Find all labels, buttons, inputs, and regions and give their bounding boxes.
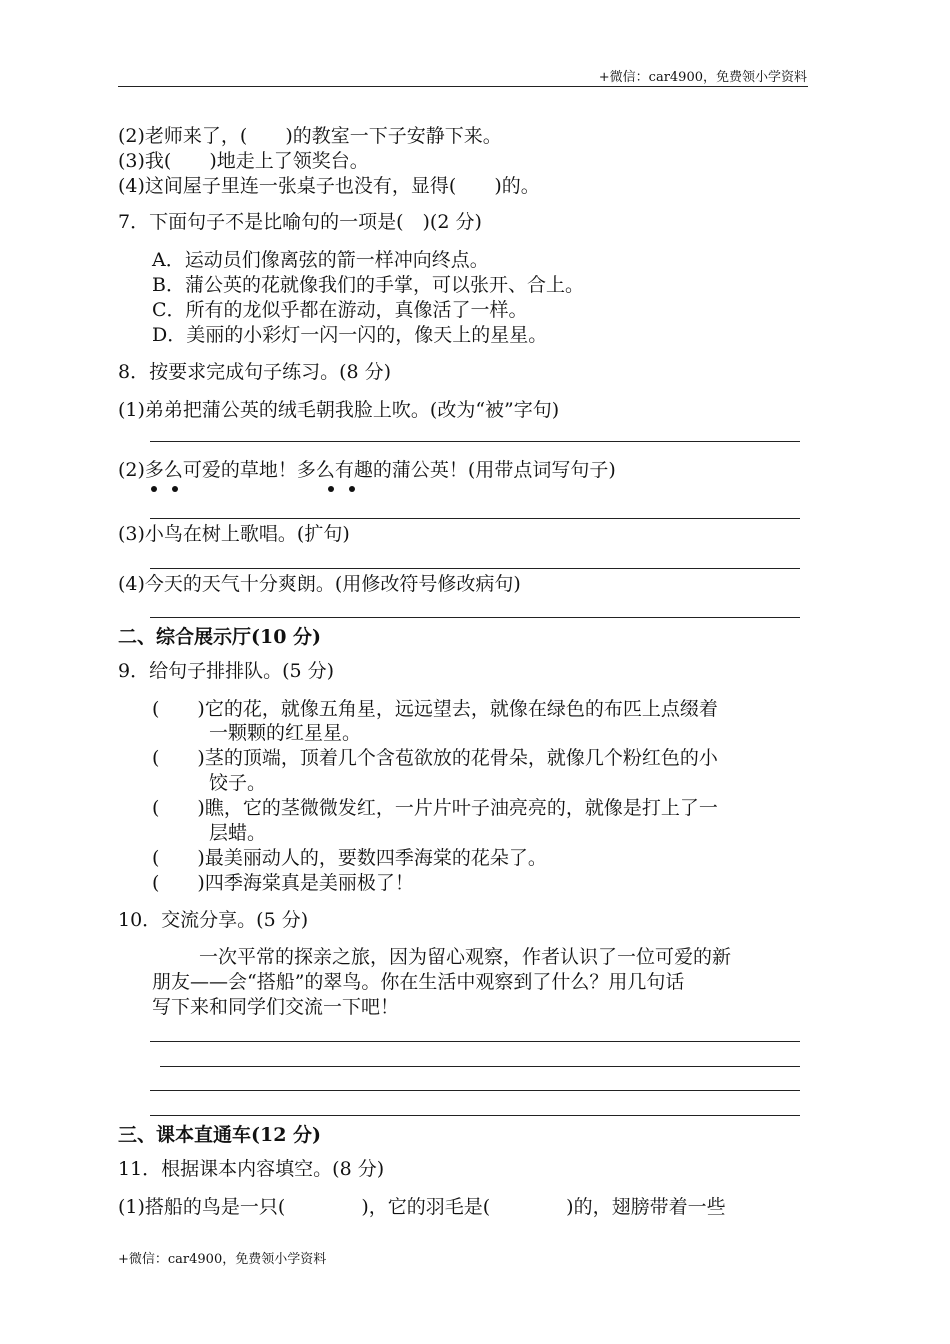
q10-answer-line-3[interactable] — [150, 1090, 800, 1091]
q9-item-3: ( )瞧，它的茎微微发红，一片片叶子油亮亮的，就像是打上了一 — [152, 797, 718, 819]
q7-option-a: A．运动员们像离弦的箭一样冲向终点。 — [152, 249, 489, 271]
q10-answer-line-1[interactable] — [150, 1041, 800, 1042]
q6-item-4: (4)这间屋子里连一张桌子也没有，显得( )的。 — [118, 175, 540, 197]
q10-title: 10．交流分享。(5 分) — [118, 909, 309, 931]
q9-item-5: ( )四季海棠真是美丽极了！ — [152, 872, 414, 894]
q8-answer-line-1[interactable] — [150, 441, 800, 442]
section-2-title: 二、综合展示厅(10 分) — [118, 626, 322, 648]
section-3-title: 三、课本直通车(12 分) — [118, 1124, 322, 1146]
q8-item-3: (3)小鸟在树上歌唱。(扩句) — [118, 523, 350, 545]
q6-item-2: (2)老师来了，( )的教室一下子安静下来。 — [118, 125, 502, 147]
q9-item-2-cont: 饺子。 — [209, 772, 267, 794]
q8-answer-line-2[interactable] — [150, 518, 800, 519]
q10-text-line-3: 写下来和同学们交流一下吧！ — [152, 996, 400, 1018]
q8-item-2: (2)多么可爱的草地！多么有趣的蒲公英！(用带点词写句子) — [118, 459, 616, 481]
q8-answer-line-3[interactable] — [150, 568, 800, 569]
q10-answer-line-4[interactable] — [150, 1115, 800, 1116]
q8-item-1: (1)弟弟把蒲公英的绒毛朝我脸上吹。(改为“被”字句) — [118, 399, 560, 421]
q11-title: 11．根据课本内容填空。(8 分) — [118, 1158, 385, 1180]
q9-item-2: ( )茎的顶端，顶着几个含苞欲放的花骨朵，就像几个粉红色的小 — [152, 747, 718, 769]
q10-text-line-2: 朋友——会“搭船”的翠鸟。你在生活中观察到了什么？用几句话 — [152, 971, 685, 993]
q8-answer-line-4[interactable] — [150, 617, 800, 618]
q10-answer-line-2[interactable] — [160, 1066, 800, 1067]
header-note: +微信：car4900，免费领小学资料 — [598, 70, 807, 85]
q9-item-4: ( )最美丽动人的，要数四季海棠的花朵了。 — [152, 847, 547, 869]
q7-option-b: B．蒲公英的花就像我们的手掌，可以张开、合上。 — [152, 274, 584, 296]
q7-option-c: C．所有的龙似乎都在游动，真像活了一样。 — [152, 299, 528, 321]
q6-item-3: (3)我( )地走上了领奖台。 — [118, 150, 369, 172]
q7-option-d: D．美丽的小彩灯一闪一闪的，像天上的星星。 — [152, 324, 548, 346]
q10-text-line-1: 一次平常的探亲之旅，因为留心观察，作者认识了一位可爱的新 — [199, 946, 732, 968]
q8-title: 8．按要求完成句子练习。(8 分) — [118, 361, 392, 383]
q8-item-4: (4)今天的天气十分爽朗。(用修改符号修改病句) — [118, 573, 521, 595]
q9-item-1: ( )它的花，就像五角星，远远望去，就像在绿色的布匹上点缀着 — [152, 698, 718, 720]
q9-title: 9．给句子排排队。(5 分) — [118, 660, 335, 682]
q11-item-1: (1)搭船的鸟是一只( )，它的羽毛是( )的，翅膀带着一些 — [118, 1196, 726, 1218]
footer-note: +微信：car4900，免费领小学资料 — [118, 1252, 327, 1267]
q7-title: 7．下面句子不是比喻句的一项是( )(2 分) — [118, 211, 482, 233]
q9-item-3-cont: 层蜡。 — [209, 822, 267, 844]
header-rule — [118, 86, 808, 87]
q9-item-1-cont: 一颗颗的红星星。 — [209, 722, 362, 744]
